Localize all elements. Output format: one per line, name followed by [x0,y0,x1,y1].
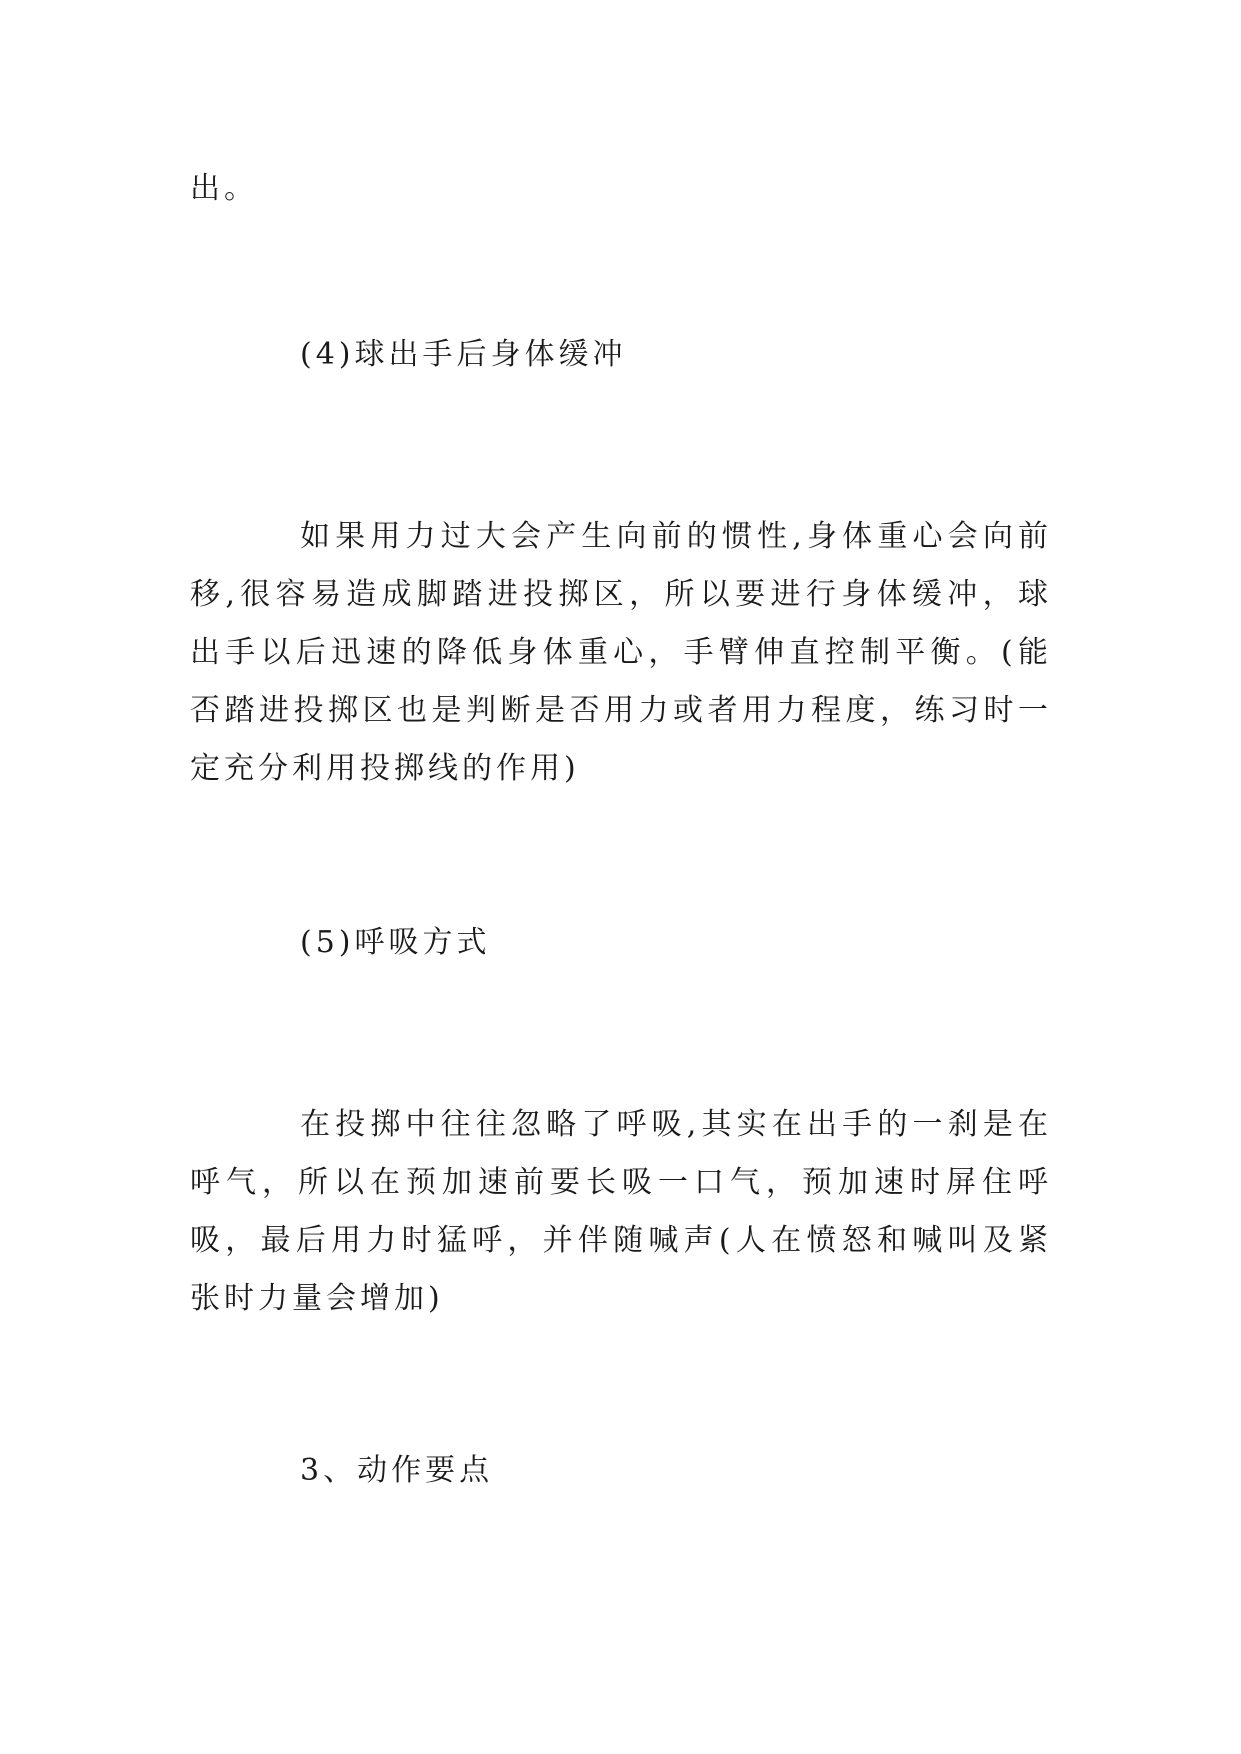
section-3-heading: 3、动作要点 [300,1453,494,1488]
section-5-heading: (5)呼吸方式 [300,925,491,960]
section-4-heading: (4)球出手后身体缓冲 [300,337,627,372]
continuation-text: 出。 [190,171,258,206]
section-5-paragraph: 在投掷中往往忽略了呼吸,其实在出手的一刹是在呼气，所以在预加速前要长吸一口气，预加速时屏住呼吸，最后用力时猛呼，并伴随喊声(人在愤怒和喊叫及紧张时力量会增加) [190,1107,1052,1316]
section-4-paragraph: 如果用力过大会产生向前的惯性,身体重心会向前移,很容易造成脚踏进投掷区，所以要进行身体缓冲，球出手以后迅速的降低身体重心，手臂伸直控制平衡。(能否踏进投掷区也是判断是否用力或者用力程度，练习时一定充分利用投掷线的作用) [190,519,1052,786]
